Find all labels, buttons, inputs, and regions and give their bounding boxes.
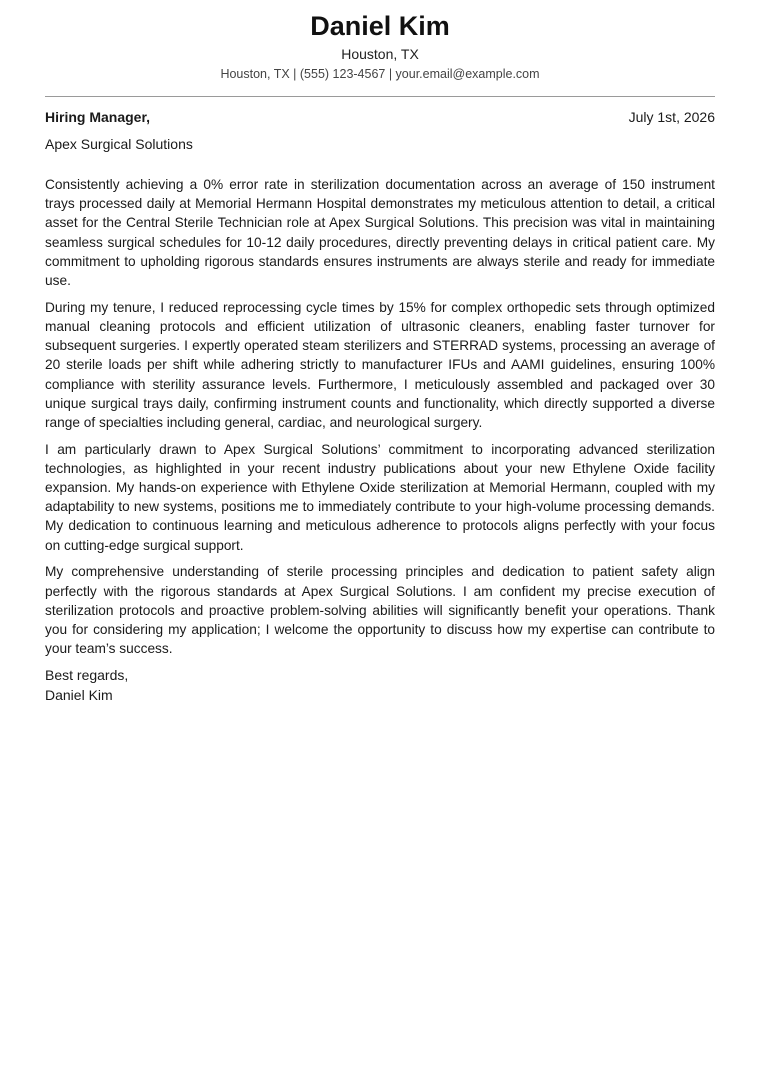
applicant-contact-line: Houston, TX | (555) 123-4567 | your.email@example.com bbox=[220, 67, 540, 81]
letter-date: July 1st, 2026 bbox=[628, 109, 715, 125]
signature-name: Daniel Kim bbox=[45, 686, 113, 703]
recipient-row bbox=[45, 107, 715, 127]
body-paragraph: Consistently achieving a 0% error rate in sterilization documentation across an average of 150 instrument trays processed daily at Memorial Hermann Hospital demonstrates my meticulous attention to detail, a critical asset for the Central Sterile Technician role at Apex Surgical Solutions. This precision was vital in maintaining seamless surgical schedules for 10-12 daily procedures, directly preventing delays in critical patient care. My commitment to upholding rigorous standards ensures instruments are always sterile and ready for immediate use. bbox=[45, 177, 715, 289]
body-paragraph: My comprehensive understanding of sterile processing principles and dedication to patient safety align perfectly with the rigorous standards at Apex Surgical Solutions. I am confident my precise execution of sterilization protocols and proactive problem-solving abilities will significantly benefit your operations. Thank you for considering my application; I welcome the opportunity to discuss how my expertise can contribute to your team’s success. bbox=[45, 564, 715, 657]
body-paragraph: During my tenure, I reduced reprocessing cycle times by 15% for complex orthopedic sets through optimized manual cleaning protocols and efficient utilization of ultrasonic cleaners, enabling faster turnover for subsequent surgeries. I expertly operated steam sterilizers and STERRAD systems, processing an average of 20 sterile loads per shift while adhering strictly to manufacturer IFUs and AAMI guidelines, ensuring 100% compliance with sterility assurance levels. Furthermore, I meticulously assembled and packaged over 30 unique surgical trays daily, confirming instrument counts and functionality, which directly supported a diverse range of specialties including general, cardiac, and neurological surgery. bbox=[45, 299, 715, 430]
letter-body bbox=[45, 175, 715, 658]
applicant-name: Daniel Kim bbox=[310, 11, 450, 41]
sign-off: Best regards, bbox=[45, 667, 129, 684]
body-paragraph: I am particularly drawn to Apex Surgical Solutions’ commitment to incorporating advanced sterilization technologies, as highlighted in your recent industry publications about your new Ethylene Oxide facility expansion. My hands-on experience with Ethylene Oxide sterilization at Memorial Hermann, coupled with my adaptability to new systems, positions me to immediately contribute to your high-volume processing demands. My dedication to continuous learning and meticulous adherence to protocols aligns perfectly with your focus on cutting-edge surgical support. bbox=[45, 441, 715, 553]
recipient-company: Apex Surgical Solutions bbox=[45, 136, 193, 152]
applicant-location: Houston, TX bbox=[341, 46, 419, 62]
letter-header bbox=[45, 0, 715, 83]
header-divider bbox=[45, 96, 715, 97]
salutation: Hiring Manager, bbox=[45, 109, 151, 125]
letter-closing bbox=[45, 666, 715, 705]
